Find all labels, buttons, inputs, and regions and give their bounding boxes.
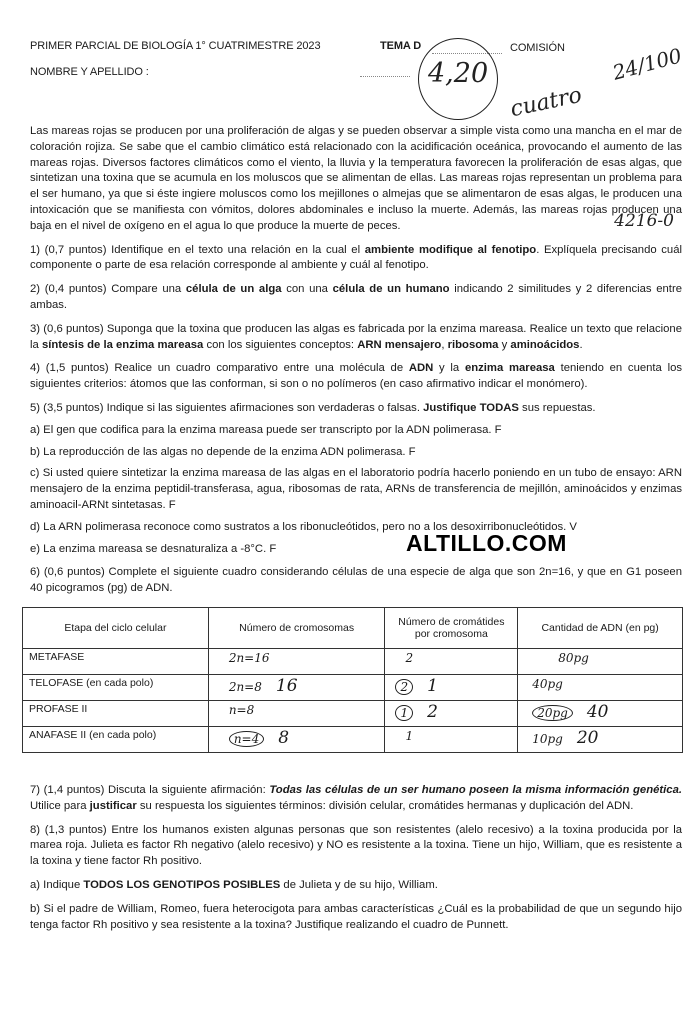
dna-answer: 20pg	[532, 705, 573, 721]
question-6	[30, 565, 682, 597]
text-segment: a) El gen que codifica para la enzima mareasa puede ser transcripto por la ADN polimerasa. F	[30, 423, 502, 436]
text-segment: 5) (3,5 puntos) Indique si las siguientes afirmaciones son verdaderas o falsas.	[30, 401, 424, 414]
cell-cycle-table	[22, 607, 683, 753]
text-segment: .	[579, 338, 583, 351]
table-row	[23, 700, 683, 726]
bold-text-segment: TODOS LOS GENOTIPOS POSIBLES	[83, 878, 281, 891]
text-segment: b) La reproducción de las algas no depende de la enzima ADN polimerasa. F	[30, 445, 416, 458]
text-segment: sus repuestas.	[518, 401, 596, 414]
question-5d	[30, 520, 682, 536]
text-segment: indicando 2 similitudes y 2 diferencias entre ambas.	[30, 283, 682, 311]
handwritten-grade: 4,20	[428, 58, 489, 89]
chromatids-answer: 1	[395, 705, 413, 721]
text-segment: Las mareas rojas se producen por una proliferación de algas y se pueden observar a simple vista como una mancha en el mar de coloración rojiza. Se sabe que el cambio climático está relacionado con la acidificación oceánica, provocando el aumento de las mareas rojas. Diversos factores climáticos como el viento, la lluvia y la temperatura favorecen la proliferación de esas algas, que sintetizan una toxina que se acumula en los moluscos que se alimentan de ellas. Las mareas rojas representan un problema para el ser humano, ya que si éste ingiere moluscos como los mejillones o almejas que se alimentaron de esas algas, le producen una intoxicación que se manifiesta con vómitos, dolores abdominales e incluso la muerte. Además, las mareas rojas producen una baja en el nivel de oxígeno en el agua lo que produce la muerte de peces.	[30, 125, 682, 232]
bold-text-segment: ARN mensajero	[357, 338, 442, 351]
text-segment: c) Si usted quiere sintetizar la enzima mareasa de las algas en el laboratorio podría hacerlo poniendo en un tubo de ensayo: ARN mensajero de la enzima peptidil-transferasa, agua, ribosomas de rata, ARNs de transferencia de mejillón, aminoácidos y enzimas aminoacil-ARNt sintetasas. F	[30, 467, 682, 511]
chromosomes-answer: 2n=8	[228, 679, 262, 694]
table-row	[23, 648, 683, 674]
question-7	[30, 783, 682, 815]
question-8	[30, 823, 682, 870]
chromatids-correction: 2	[427, 701, 438, 722]
text-segment: a) Indique	[30, 878, 84, 891]
chromosomes-correction: 16	[275, 675, 298, 696]
exam-body	[30, 124, 682, 933]
bold-text-segment: enzima mareasa	[464, 362, 555, 375]
chromatids-answer: 2	[405, 650, 414, 665]
text-segment: 8) (1,3 puntos) Entre los humanos existen algunas personas que son resistentes (alelo recesivo) a la toxina producida por la marea roja. Julieta es factor Rh negativo (alelo recesivo) y NO es resistente a la toxina. Tiene un hijo, William, que es resistente a la toxina y tiene factor Rh positivo.	[30, 823, 682, 868]
stage-cell: PROFASE II	[23, 700, 209, 726]
question-5e	[30, 543, 276, 555]
bold-text-segment: ribosoma	[447, 338, 499, 351]
stage-cell: TELOFASE (en cada polo)	[23, 674, 209, 700]
text-segment: ,	[441, 338, 448, 351]
chromatids-correction: 1	[427, 675, 438, 696]
chromosomes-answer: n=8	[228, 702, 255, 717]
table-header-row	[23, 607, 683, 648]
text-segment: y la	[433, 362, 465, 375]
question-8b	[30, 902, 682, 934]
question-5a	[30, 423, 682, 439]
question-5e-row	[30, 529, 682, 558]
handwritten-score: 24/100	[610, 43, 685, 85]
text-segment: con una	[281, 283, 333, 296]
stage-cell: ANAFASE II (en cada polo)	[23, 726, 209, 752]
handwritten-grade-words: cuatro	[508, 82, 585, 123]
intro-paragraph	[30, 124, 682, 235]
altillo-watermark: ALTILLO.COM	[406, 529, 567, 556]
header-chromosomes: Número de cromosomas	[208, 607, 385, 648]
chromatids-answer: 2	[395, 679, 413, 695]
header-dna: Cantidad de ADN (en pg)	[518, 607, 683, 648]
text-segment: e) La enzima mareasa se desnaturaliza a -8°C. F	[30, 542, 277, 555]
question-5b	[30, 445, 682, 461]
dna-answer: 40pg	[532, 676, 563, 691]
text-segment: 3) (0,6 puntos) Suponga que la toxina que producen las algas es fabricada por la enzima mareasa. Realice un texto que relacione la	[30, 322, 682, 351]
chromosomes-answer: 2n=16	[228, 650, 270, 665]
question-3	[30, 322, 682, 354]
dna-answer: 80pg	[558, 650, 589, 665]
header-stage: Etapa del ciclo celular	[23, 607, 209, 648]
text-segment: d) La ARN polimerasa reconoce como sustratos a los ribonucleótidos, pero no a los desoxirribonucleótidos. V	[30, 520, 577, 533]
text-segment: con los siguientes conceptos:	[203, 338, 358, 351]
question-2	[30, 282, 682, 314]
question-1	[30, 243, 682, 275]
question-5c	[30, 466, 682, 513]
bold-text-segment: aminoácidos	[510, 338, 580, 351]
question-8a	[30, 878, 682, 894]
text-segment: y	[498, 338, 511, 351]
exam-title: PRIMER PARCIAL DE BIOLOGÍA 1° CUATRIMESTRE 2023	[30, 40, 321, 52]
text-segment: 6) (0,6 puntos) Complete el siguiente cuadro considerando células de una especie de alga que son 2n=16, y que en G1 poseen 40 picogramos (pg) de ADN.	[30, 566, 682, 595]
text-segment: . Explíquela precisando cuál componente o parte de esa relación corresponde al ambiente y cuál al fenotipo.	[30, 243, 682, 272]
question-4	[30, 361, 682, 393]
text-segment: 2) (0,4 puntos) Compare una	[30, 283, 186, 296]
name-label: NOMBRE Y APELLIDO :	[30, 66, 149, 78]
bold-text-segment: síntesis de la enzima mareasa	[41, 338, 204, 351]
handwritten-code: 4216-0	[614, 210, 674, 231]
comision-label: COMISIÓN	[510, 42, 565, 54]
table-row	[23, 674, 683, 700]
bold-text-segment: Todas las células de un ser humano poseen la misma información genética.	[269, 783, 683, 796]
table-row	[23, 726, 683, 752]
bold-text-segment: Justifique TODAS	[423, 401, 519, 414]
bold-text-segment: célula de un humano	[332, 283, 450, 296]
text-segment: de Julieta y de su hijo, William.	[280, 878, 438, 891]
name-blank-line	[360, 76, 410, 77]
chromatids-answer: 1	[405, 728, 414, 743]
chromosomes-correction: 8	[278, 727, 290, 748]
exam-tema: TEMA D	[380, 40, 422, 52]
header-chromatids: Número de cromátides por cromosoma	[385, 607, 518, 648]
question-5	[30, 401, 682, 417]
text-segment: Utilice para	[30, 799, 90, 812]
bold-text-segment: justificar	[89, 799, 137, 812]
text-segment: b) Si el padre de William, Romeo, fuera heterocigota para ambas características ¿Cuál es la probabilidad de que un segundo hijo tenga factor Rh positivo y sea resistente a la toxina? Justifique realizando el cuadro de Punnett.	[30, 902, 682, 931]
text-segment: 1) (0,7 puntos) Identifique en el texto una relación en la cual el	[30, 243, 365, 256]
stage-cell: METAFASE	[23, 648, 209, 674]
bold-text-segment: célula de un alga	[185, 283, 282, 296]
chromosomes-answer: n=4	[229, 731, 264, 747]
text-segment: teniendo en cuenta los siguientes criterios: átomos que las conforman, si son o no polímeros (en caso afirmativo indicar el monómero).	[30, 362, 683, 391]
dna-answer: 10pg	[532, 731, 563, 746]
bold-text-segment: ADN	[408, 362, 434, 375]
dna-correction: 20	[576, 727, 599, 748]
dna-correction: 40	[586, 701, 609, 722]
bold-text-segment: ambiente modifique al fenotipo	[364, 243, 537, 256]
text-segment: 7) (1,4 puntos) Discuta la siguiente afirmación:	[30, 783, 270, 796]
text-segment: 4) (1,5 puntos) Realice un cuadro comparativo entre una molécula de	[30, 362, 409, 375]
text-segment: su respuesta los siguientes términos: división celular, cromátides hermanas y duplicación del ADN.	[136, 799, 634, 812]
